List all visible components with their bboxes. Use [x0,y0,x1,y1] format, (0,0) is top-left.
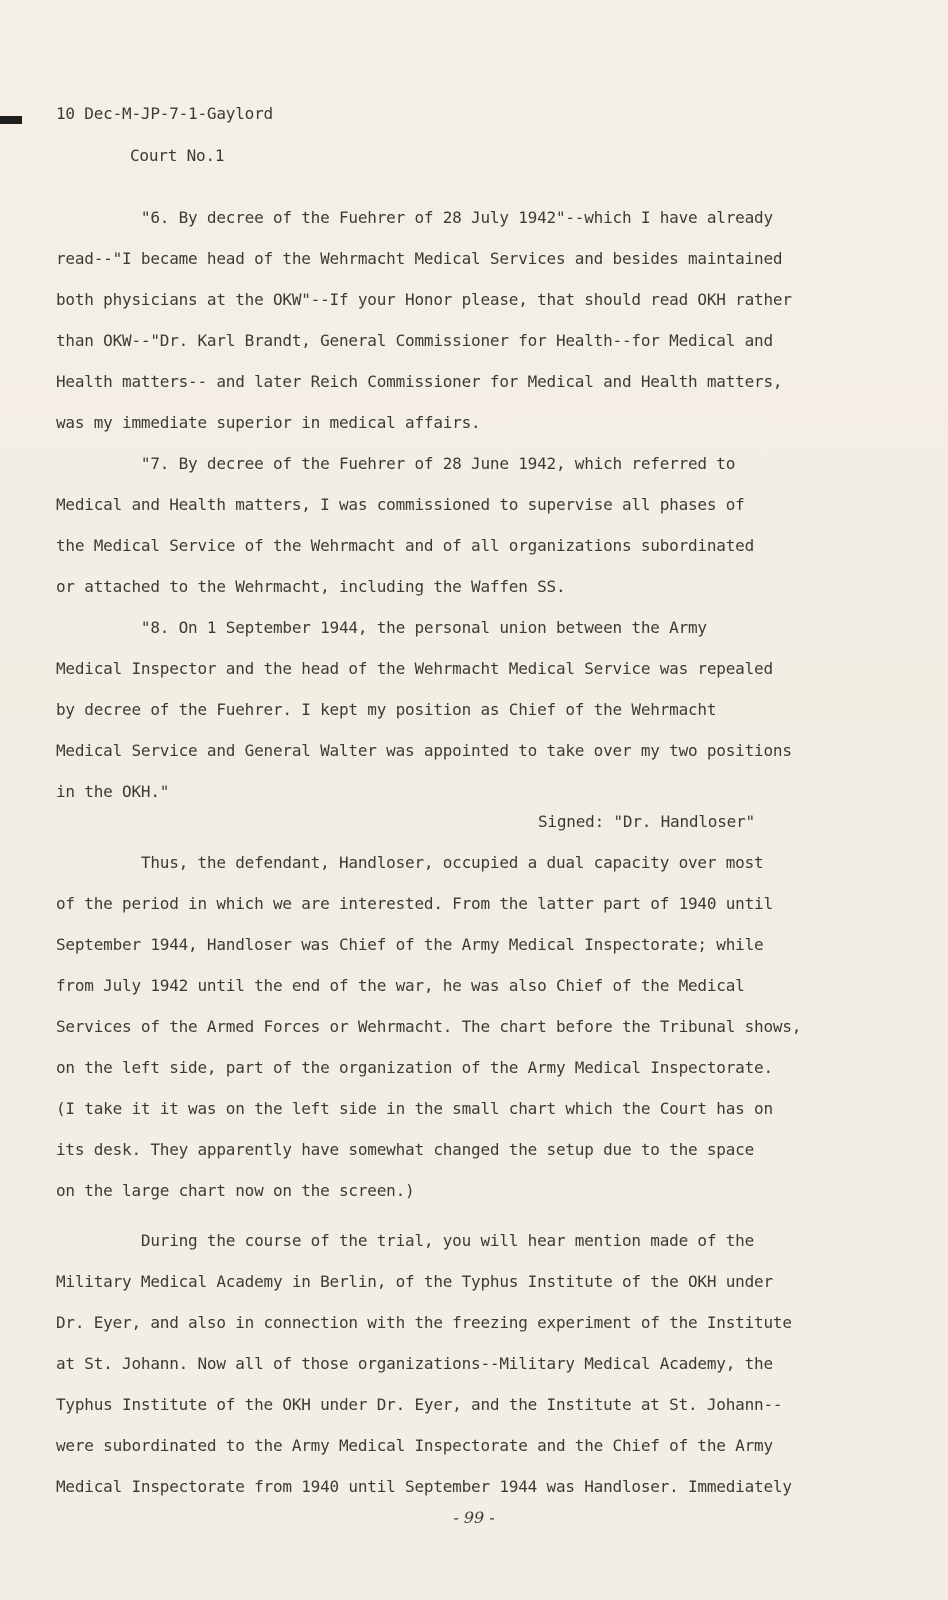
text-line: Thus, the defendant, Handloser, occupied a dual capacity over most [56,853,764,872]
text-line: both physicians at the OKW"--If your Honor please, that should read OKH rather [56,290,792,309]
text-line: or attached to the Wehrmacht, including the Waffen SS. [56,577,566,596]
text-line: During the course of the trial, you will hear mention made of the [56,1231,755,1250]
text-line: Medical Service and General Walter was appointed to take over my two positions [56,741,792,760]
text-line: Health matters-- and later Reich Commissioner for Medical and Health matters, [56,372,783,391]
text-line: Medical and Health matters, I was commissioned to supervise all phases of [56,495,745,514]
text-line: Medical Inspector and the head of the Wehrmacht Medical Service was repealed [56,659,773,678]
text-line: (I take it it was on the left side in the small chart which the Court has on [56,1099,773,1118]
binder-mark [0,116,22,124]
page-number: - 99 - [453,1508,495,1527]
text-line: read--"I became head of the Wehrmacht Medical Services and besides maintained [56,249,783,268]
text-line: were subordinated to the Army Medical Inspectorate and the Chief of the Army [56,1436,773,1455]
text-line: Military Medical Academy in Berlin, of the Typhus Institute of the OKH under [56,1272,773,1291]
text-line: Medical Inspectorate from 1940 until September 1944 was Handloser. Immediately [56,1477,792,1496]
text-line: on the large chart now on the screen.) [56,1181,415,1200]
text-line: of the period in which we are interested. From the latter part of 1940 until [56,894,773,913]
document-reference: 10 Dec-M-JP-7-1-Gaylord [56,104,273,123]
signature-line: Signed: "Dr. Handloser" [538,812,755,831]
text-line: at St. Johann. Now all of those organizations--Military Medical Academy, the [56,1354,773,1373]
text-line: from July 1942 until the end of the war, he was also Chief of the Medical [56,976,745,995]
text-line: on the left side, part of the organization of the Army Medical Inspectorate. [56,1058,773,1077]
text-line: by decree of the Fuehrer. I kept my position as Chief of the Wehrmacht [56,700,717,719]
text-line: the Medical Service of the Wehrmacht and of all organizations subordinated [56,536,755,555]
text-line: "8. On 1 September 1944, the personal union between the Army [56,618,707,637]
text-line: "7. By decree of the Fuehrer of 28 June 1942, which referred to [56,454,736,473]
text-line: its desk. They apparently have somewhat changed the setup due to the space [56,1140,755,1159]
text-line: in the OKH." [56,782,170,801]
text-line: Dr. Eyer, and also in connection with the freezing experiment of the Institute [56,1313,792,1332]
text-line: September 1944, Handloser was Chief of the Army Medical Inspectorate; while [56,935,764,954]
court-number: Court No.1 [130,146,225,165]
text-line: Services of the Armed Forces or Wehrmacht. The chart before the Tribunal shows, [56,1017,802,1036]
text-line: Typhus Institute of the OKH under Dr. Eyer, and the Institute at St. Johann-- [56,1395,783,1414]
text-line: "6. By decree of the Fuehrer of 28 July 1942"--which I have already [56,208,773,227]
text-line: than OKW--"Dr. Karl Brandt, General Commissioner for Health--for Medical and [56,331,773,350]
text-line: was my immediate superior in medical affairs. [56,413,481,432]
